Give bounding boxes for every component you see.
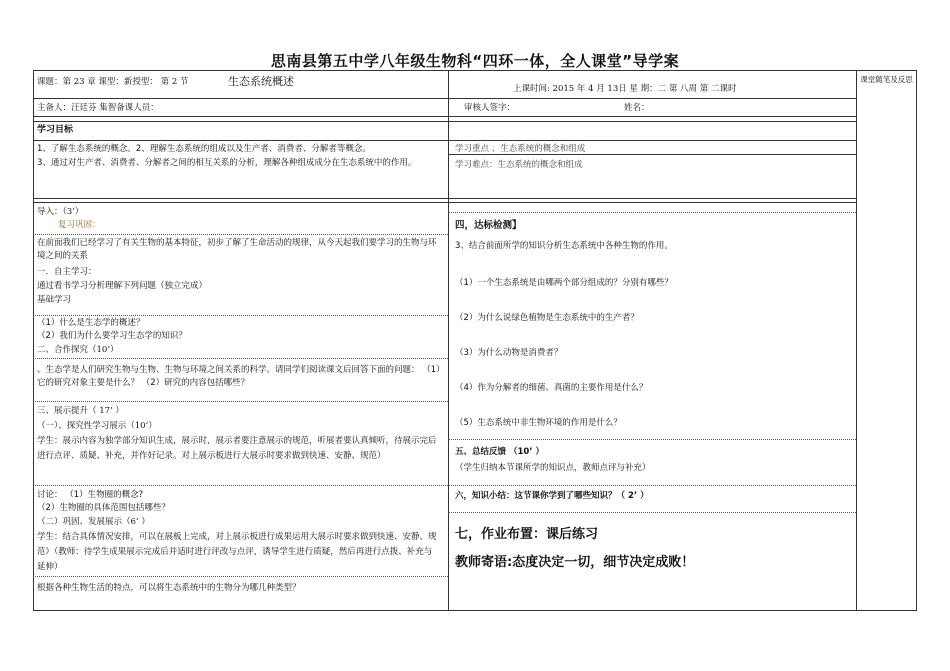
middle-column-divider [448, 70, 449, 611]
dotted-separator [33, 315, 448, 316]
summary-text: （学生归纳本节课所学的知识点，教师点评与补充） [455, 463, 651, 473]
table-border-bottom [33, 610, 917, 611]
show-heading: 三、展示提升（ 17’ ） [37, 406, 124, 416]
dotted-separator [33, 234, 448, 235]
row-line-objectives-end-2 [33, 202, 856, 203]
objectives-heading: 学习目标 [37, 125, 74, 135]
right-question-1: （1）一个生态系统是由哪两个部分组成的？分别有哪些？ [455, 278, 673, 288]
dotted-separator [33, 358, 448, 359]
show-2-heading: （二）巩固、发展展示（6’ ） [37, 517, 150, 527]
name-label: 姓名： [624, 103, 650, 113]
objective-1: 1、了解生态系统的概念。2、理解生态系统的组成以及生产者、消费者、分解者等概念。 [37, 144, 371, 154]
dotted-separator [448, 212, 856, 213]
intro-text: 在前面我们已经学习了有关生物的基本特征，初步了解了生命活动的规律，从今天起我们要学习的生物与环境之间的关系 [37, 238, 437, 261]
basic-study: 基础学习 [37, 295, 72, 305]
discuss-1: 讨论： （1）生物圈的概念? [37, 490, 144, 500]
preparer: 主备人：汪廷芬 集智备课人员： [37, 103, 159, 113]
notes-column-divider [856, 70, 857, 611]
right-question-4: （4）作为分解者的细菌、真菌的主要作用是什么？ [455, 383, 648, 393]
right-question-3: （3）为什么动物是消费者？ [455, 348, 563, 358]
difficult-point: 学习难点：生态系统的概念和组成 [455, 160, 583, 170]
homework: 七，作业布置：课后练习 [455, 527, 599, 542]
dotted-separator [33, 485, 448, 486]
summary-heading: 五、总结反馈 （10’ ） [455, 447, 544, 457]
notes-header: 课堂随笔及反思 [860, 75, 913, 84]
review-label: 复习巩固： [58, 220, 101, 230]
objective-2: 3、通过对生产者、消费者、分解者之间的相互关系的分析，理解各种组成成分在生态系统中的作用。 [37, 158, 417, 168]
row-line-2 [33, 116, 856, 117]
table-border-top [33, 70, 917, 71]
right-question-2: （2）为什么说绿色植物是生态系统中的生产者？ [455, 313, 639, 323]
table-border-left [33, 70, 34, 611]
right-question-5: （5）生态系统中非生物环境的作用是什么？ [455, 418, 622, 428]
topic-prefix: 课题：第 23 章 课型：新授型： 第 2 节 [37, 77, 189, 87]
row-line-right-a [448, 140, 856, 141]
dotted-separator [448, 485, 856, 486]
cooperate-text: 、生态学是人们研究生物与生物、生物与环境之间关系的科学。请同学们阅读课文后回答下面的问题： （1）它的研究对象主要是什么？ （2）研究的内容包括哪些？ [37, 365, 441, 388]
self-study-desc: 通过看书学习分析理解下列问题（独立完成） [37, 281, 208, 291]
question-2: （2）我们为什么要学习生态学的知识？ [37, 331, 187, 341]
page-title: 思南县第五中学八年级生物科“四环一体，全人课堂”导学案 [270, 52, 680, 70]
final-question: 根据各种生物生活的特点，可以将生态系统中的生物分为哪几种类型？ [37, 583, 301, 593]
show-2-text: 学生：结合具体情况安排，可以在展板上完成，对上展示板进行成果运用大展示时要求做到快速、安静、规范）（教师：待学生成果展示完成后并适时进行评改与点评，诱导学生进行质疑，然后再进行点拨、补充与延伸） [37, 532, 437, 572]
knowledge-summary: 六，知识小结：这节课你学到了哪些知识？（ 2’ ） [455, 491, 649, 501]
dotted-separator [448, 439, 856, 440]
dotted-separator [448, 512, 856, 513]
dotted-separator [33, 401, 448, 402]
topic-name: 生态系统概述 [228, 75, 294, 88]
show-1-text: 学生：展示内容为独学部分知识生成，展示时，展示者要注意展示的规范，听展者要认真倾听，待展示完后进行点评、质疑、补充，并作好记录。对上展示板进行大展示时要求做到快速、安静、规范） [37, 436, 437, 461]
key-point: 学习重点 、生态系统的概念和组成 [455, 144, 586, 154]
teacher-message: 教师寄语:态度决定一切，细节决定成败！ [455, 555, 695, 570]
table-border-right [916, 70, 917, 611]
question-1: （1）什么是生态学的概述？ [37, 318, 145, 328]
class-time: 上课时间: 2015 年 4 月 13日 星 期：二 第 八周 第 二课时 [513, 84, 737, 94]
intro-label: 导入：（3’） [37, 207, 84, 217]
row-line-objectives-end [33, 198, 856, 199]
discuss-2: （2）生物圈的具体范围包括哪些？ [37, 503, 170, 513]
check-intro: 3、结合前面所学的知识分析生态系统中各种生物的作用。 [455, 241, 673, 251]
self-study-heading: 一．自主学习： [37, 267, 97, 277]
row-line-left-obj [33, 140, 448, 141]
check-heading: 四，达标检测】 [455, 220, 522, 231]
dotted-separator [33, 576, 448, 577]
row-line-3 [33, 121, 856, 122]
show-1-heading: （一）、探究性学习展示（10’） [37, 421, 157, 431]
row-line-1 [33, 98, 856, 99]
cooperate-heading: 二、合作探究（10’） [37, 345, 119, 355]
reviewer: 审核人签字： [464, 103, 516, 113]
